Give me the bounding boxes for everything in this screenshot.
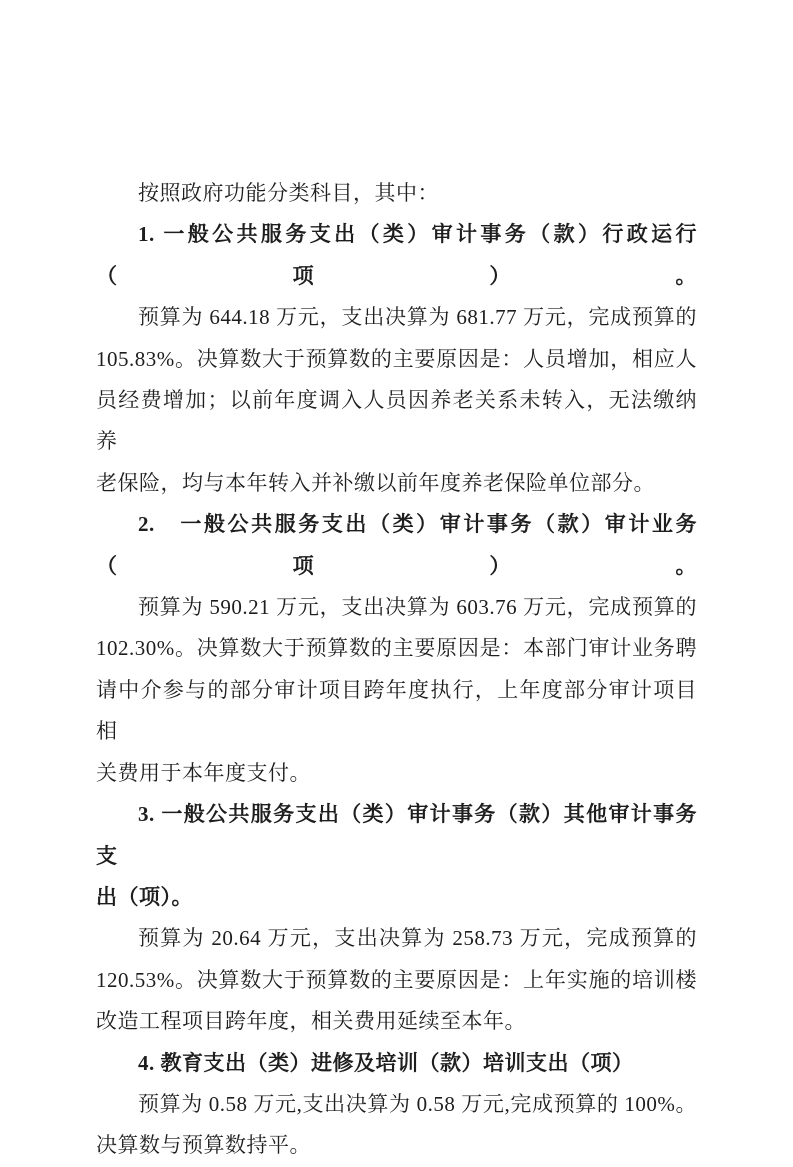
section-3-body-line: 120.53%。决算数大于预算数的主要原因是：上年实施的培训楼	[96, 967, 697, 992]
section-1-body-line: 预算为 644.18 万元，支出决算为 681.77 万元，完成预算的	[138, 305, 697, 330]
section-2-body-line: 预算为 590.21 万元，支出决算为 603.76 万元，完成预算的	[138, 595, 697, 620]
section-3-heading-line: 出（项）。	[96, 884, 193, 909]
section-1-body-line: 105.83%。决算数大于预算数的主要原因是：人员增加，相应人	[96, 346, 697, 371]
section-4-heading-line: 4. 教育支出（类）进修及培训（款）培训支出（项）	[138, 1050, 634, 1075]
section-2-body-line: 102.30%。决算数大于预算数的主要原因是：本部门审计业务聘	[96, 636, 697, 661]
section-4-body-line: 决算数与预算数持平。	[96, 1133, 311, 1158]
section-4-body-line: 预算为 0.58 万元,支出决算为 0.58 万元,完成预算的 100%。	[138, 1091, 697, 1116]
section-1-body-line: 员经费增加；以前年度调入人员因养老关系未转入，无法缴纳养	[96, 388, 697, 454]
section-3-body-line: 改造工程项目跨年度，相关费用延续至本年。	[96, 1009, 526, 1034]
section-2-heading-line: 2. 一般公共服务支出（类）审计事务（款）审计业务（项）。	[96, 512, 697, 578]
section-1-body-line: 老保险，均与本年转入并补缴以前年度养老保险单位部分。	[96, 470, 655, 495]
section-3-heading-line: 3. 一般公共服务支出（类）审计事务（款）其他审计事务支	[96, 802, 697, 868]
section-3-body-line: 预算为 20.64 万元，支出决算为 258.73 万元，完成预算的	[138, 926, 697, 951]
section-2-body-line: 请中介参与的部分审计项目跨年度执行，上年度部分审计项目相	[96, 677, 697, 744]
intro-line: 按照政府功能分类科目，其中：	[138, 181, 439, 205]
section-2-body-line: 关费用于本年度支付。	[96, 760, 311, 785]
section-1-heading-line: 1. 一般公共服务支出（类）审计事务（款）行政运行（项）。	[96, 222, 697, 288]
